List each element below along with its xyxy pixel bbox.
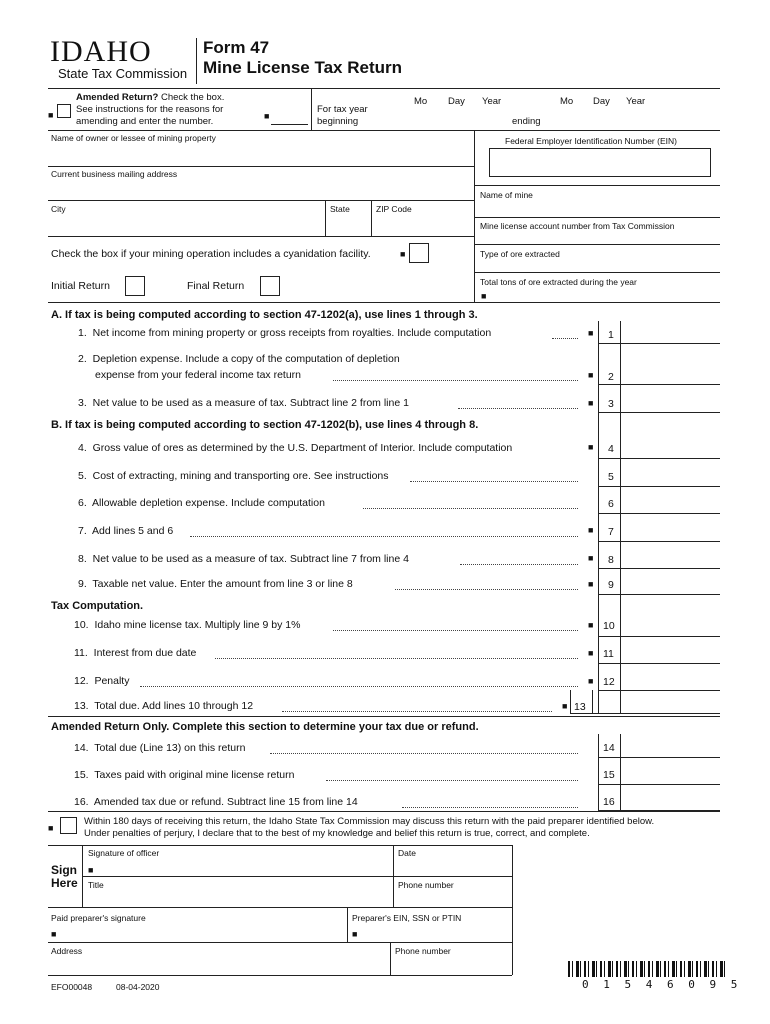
line-4-box: 4 [608,443,614,455]
line-3-box: 3 [608,398,614,410]
amended-label: Amended Return? [76,92,159,103]
initial-return-checkbox[interactable] [125,276,145,296]
logo [50,36,195,86]
line-16-number: 16. [74,796,89,808]
line-5-text: Cost of extracting, mining and transporting ore. See instructions [92,470,389,482]
line-7-number: 7. [78,525,87,537]
amended-line2: See instructions for the reasons for [76,104,224,115]
preparer-ein-label: Preparer's EIN, SSN or PTIN [352,913,462,923]
form-title: Mine License Tax Return [203,58,403,77]
mine-name-label: Name of mine [480,190,533,200]
final-return-label: Final Return [187,280,245,292]
line-5-box: 5 [608,471,614,483]
line-10-box: 10 [603,620,615,632]
line-9-amount-field[interactable] [598,594,720,595]
date-label: Date [398,848,416,858]
cyanidation-checkbox[interactable] [409,243,429,263]
ein-label: Federal Employer Identification Number (EIN) [505,136,677,146]
ending-label: ending [512,116,541,127]
preparer-consent-checkbox[interactable] [60,817,77,834]
final-return-checkbox[interactable] [260,276,280,296]
title-label: Title [88,880,104,890]
line-1-amount-field[interactable] [598,343,720,344]
line-12-number: 12. [74,675,89,687]
line-1-box: 1 [608,329,614,341]
year-label-1: Year [482,96,502,107]
sign-here-label-1: Sign [51,863,77,877]
line-3-number: 3. [78,397,87,409]
line-4-amount-field[interactable] [598,458,720,459]
line-16-text: Amended tax due or refund. Subtract line 15 from line 14 [93,796,358,808]
zip-label: ZIP Code [376,204,412,214]
line-16-box: 16 [603,796,615,808]
barcode [568,961,726,977]
amended-line3: amending and enter the number. [76,116,214,127]
line-4-text: Gross value of ores as determined by the U.S. Department of Interior. Include computation [92,442,513,454]
consent-text: Within 180 days of receiving this return, the Idaho State Tax Commission may discuss this return with the paid preparer identified below. [84,816,655,827]
line-15-number: 15. [74,769,89,781]
line-5-number: 5. [78,470,87,482]
owner-name-label: Name of owner or lessee of mining property [51,133,216,143]
cyanidation-label: Check the box if your mining operation includes a cyanidation facility. [51,248,371,260]
line-8-amount-field[interactable] [598,568,720,569]
line-7-text: Add lines 5 and 6 [92,525,174,537]
day-label-2: Day [593,96,610,107]
line-11-text: Interest from due date [93,647,197,659]
line-4-number: 4. [78,442,87,454]
perjury-text: Under penalties of perjury, I declare that to the best of my knowledge and belief this return is true, correct, and complete. [84,828,590,839]
line-10-number: 10. [74,619,89,631]
amended-text: Check the box. [160,92,225,103]
line-3-text: Net value to be used as a measure of tax. Subtract line 2 from line 1 [92,397,409,409]
line-2-number: 2. [78,353,87,365]
line-11-amount-field[interactable] [598,663,720,664]
line-10-text: Idaho mine license tax. Multiply line 9 by 1% [94,619,301,631]
city-label: City [51,204,66,214]
total-tons-label: Total tons of ore extracted during the year [480,277,637,287]
line-8-box: 8 [608,554,614,566]
amended-reason-field[interactable] [271,124,308,125]
line-9-box: 9 [608,579,614,591]
line-13-amount-field[interactable] [570,713,720,714]
line-12-box: 12 [603,676,615,688]
line-11-number: 11. [74,647,88,659]
line-14-number: 14. [74,742,89,754]
ore-type-label: Type of ore extracted [480,249,560,259]
line-6-amount-field[interactable] [598,513,720,514]
section-a-heading: A. If tax is being computed according to section 47-1202(a), use lines 1 through 3. [51,309,478,321]
mailing-address-label: Current business mailing address [51,169,178,179]
officer-signature-label: Signature of officer [88,848,160,858]
phone-label-2: Phone number [395,946,451,956]
year-label-2: Year [626,96,646,107]
line-8-number: 8. [78,553,87,565]
state-label: State [330,204,350,214]
line-2-text-continued: expense from your federal income tax return [95,369,302,381]
line-11-box: 11 [603,648,614,660]
form-code: EFO00048 [51,982,93,992]
line-1-number: 1. [78,327,87,339]
line-2-text: Depletion expense. Include a copy of the computation of depletion [92,353,400,365]
line-15-amount-field[interactable] [598,784,720,785]
agency-name: State Tax Commission [58,66,188,81]
line-3-amount-field[interactable] [598,412,720,413]
tax-year-label: For tax year [317,104,368,115]
line-14-box: 14 [603,742,615,754]
line-5-amount-field[interactable] [598,486,720,487]
officer-signature-field[interactable] [82,876,512,877]
revision-date: 08-04-2020 [116,982,160,992]
phone-label: Phone number [398,880,454,890]
line-6-text: Allowable depletion expense. Include computation [92,497,325,509]
ein-field[interactable] [489,148,711,177]
amended-checkbox[interactable] [57,104,71,118]
initial-return-label: Initial Return [51,280,110,292]
line-7-amount-field[interactable] [598,541,720,542]
tax-computation-heading: Tax Computation. [51,600,144,612]
beginning-label: beginning [317,116,359,127]
mo-label-1: Mo [414,96,428,107]
line-10-amount-field[interactable] [598,636,720,637]
line-6-number: 6. [78,497,87,509]
line-12-amount-field[interactable] [598,690,720,691]
line-9-text: Taxable net value. Enter the amount from line 3 or line 8 [92,578,353,590]
line-8-text: Net value to be used as a measure of tax. Subtract line 7 from line 4 [92,553,409,565]
logo-wordmark: IDAHO [50,35,152,68]
line-15-box: 15 [603,769,615,781]
section-b-heading: B. If tax is being computed according to section 47-1202(b), use lines 4 through 8. [51,419,479,431]
barcode-digits: 0 1 5 4 6 0 9 5 [582,978,742,991]
preparer-signature-label: Paid preparer's signature [51,913,146,923]
line-13-box: 13 [574,701,586,713]
line-7-box: 7 [608,526,614,538]
line-2-amount-field[interactable] [598,384,720,385]
line-1-text: Net income from mining property or gross receipts from royalties. Include computation [92,327,492,339]
address-label: Address [51,946,83,956]
amended-section-heading: Amended Return Only. Complete this section to determine your tax due or refund. [51,721,479,733]
account-number-label: Mine license account number from Tax Commission [480,221,675,231]
sign-here-label-2: Here [51,876,78,890]
line-15-text: Taxes paid with original mine license return [94,769,295,781]
mo-label-2: Mo [560,96,574,107]
day-label-1: Day [448,96,465,107]
line-6-box: 6 [608,498,614,510]
line-14-text: Total due (Line 13) on this return [94,742,246,754]
preparer-signature-field[interactable] [48,942,512,943]
line-14-amount-field[interactable] [598,757,720,758]
line-2-box: 2 [608,371,614,383]
line-13-text: Total due. Add lines 10 through 12 [94,700,254,712]
line-9-number: 9. [78,578,87,590]
line-12-text: Penalty [94,675,130,687]
form-number: Form 47 [203,38,270,57]
line-13-number: 13. [74,700,89,712]
